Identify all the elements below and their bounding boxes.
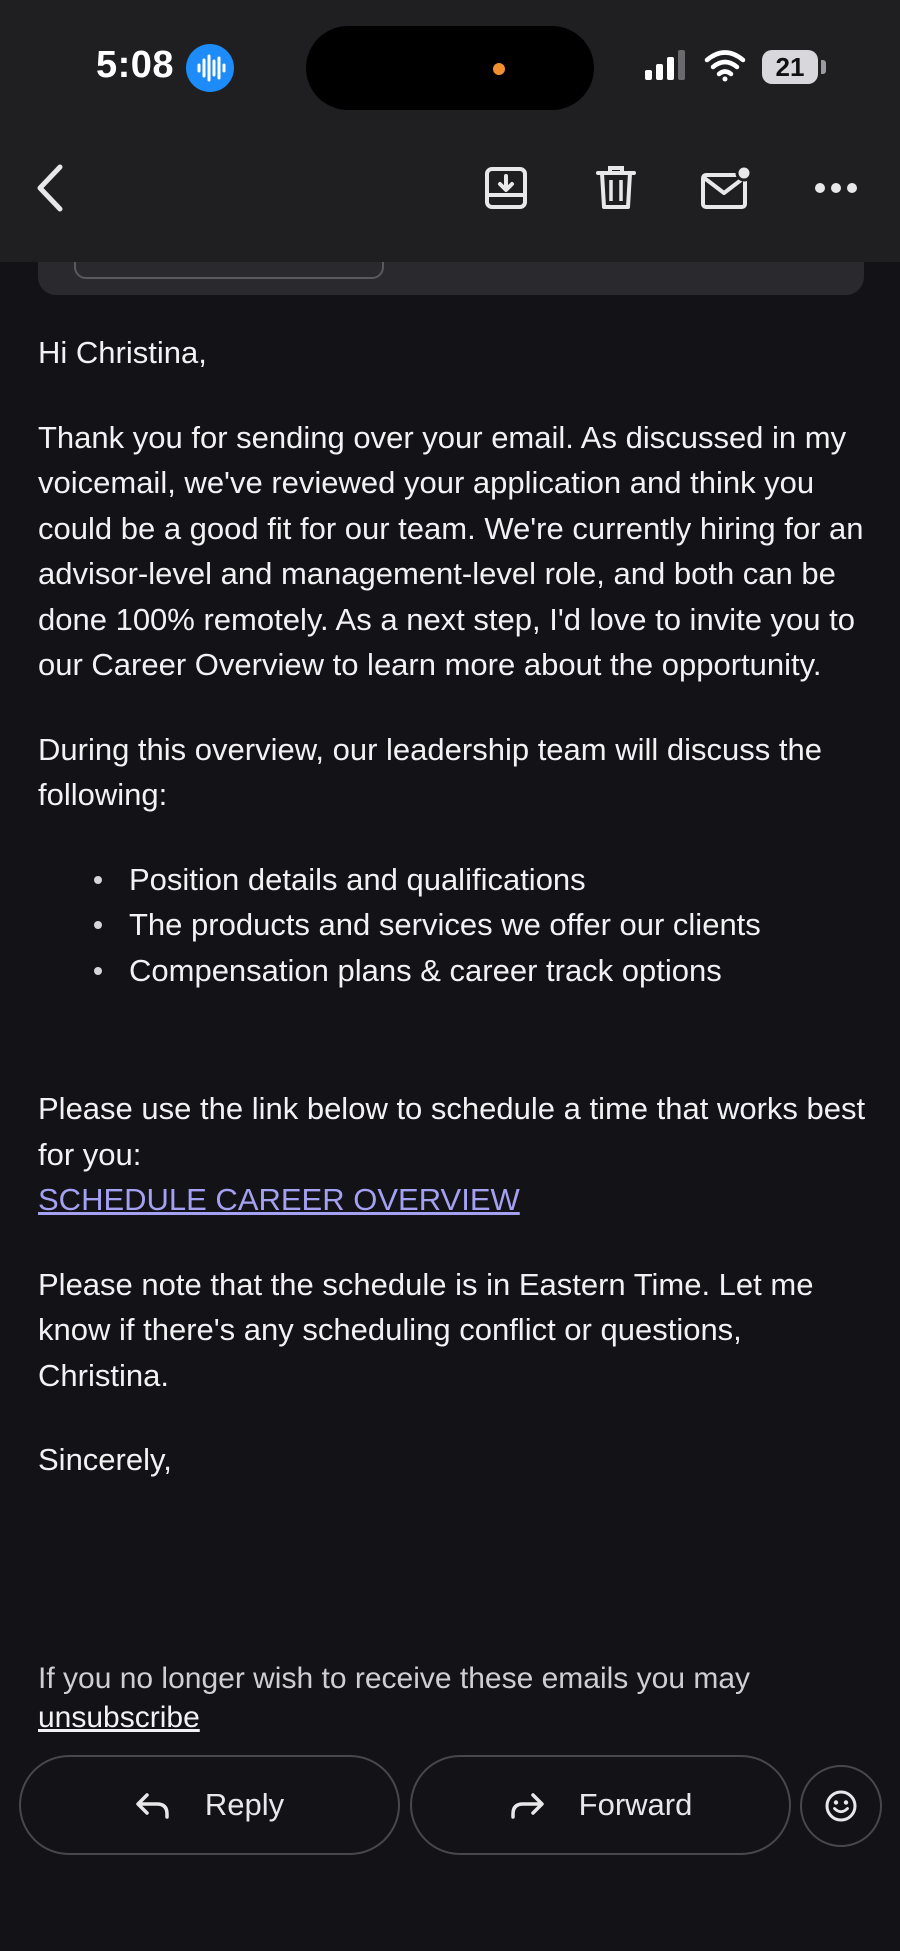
top-app-bar bbox=[0, 0, 900, 262]
reply-label: Reply bbox=[204, 1787, 285, 1822]
email-paragraph-intro: Thank you for sending over your email. As discussed in my voicemail, we've reviewed your application and think you could be a good fit for our team. We're currently hiring for an advisor-level and management-level role, and both can be done 100% remotely. As a next step, I'd love to invite you to our Career Overview to learn more about the opportunity. bbox=[38, 419, 864, 682]
unsubscribe-link[interactable]: unsubscribe bbox=[38, 1701, 200, 1734]
email-paragraph-schedule: Please use the link below to schedule a time that works best for you: bbox=[38, 1091, 866, 1172]
unsubscribe-notice: If you no longer wish to receive these emails you may bbox=[38, 1662, 751, 1695]
chevron-left-icon bbox=[30, 163, 70, 213]
more-horizontal-icon bbox=[814, 182, 858, 194]
battery-icon bbox=[821, 60, 826, 74]
unsubscribe-footer bbox=[38, 1659, 868, 1737]
voice-memo-icon bbox=[186, 44, 234, 92]
list-item: Compensation plans & career track options bbox=[38, 948, 868, 994]
list-item: Position details and qualifications bbox=[38, 857, 868, 903]
emoji-reaction-icon bbox=[824, 1789, 858, 1823]
cellular-signal-icon bbox=[644, 48, 688, 82]
wifi-icon bbox=[704, 48, 746, 82]
mail-unread-icon bbox=[700, 165, 752, 211]
status-time: 5:08 bbox=[96, 44, 175, 86]
emoji-reaction-button[interactable] bbox=[800, 1765, 882, 1847]
forward-button[interactable] bbox=[410, 1755, 791, 1855]
back-button[interactable] bbox=[22, 160, 78, 216]
email-body bbox=[38, 330, 868, 1483]
forward-label: Forward bbox=[578, 1787, 693, 1822]
forward-icon bbox=[509, 1791, 545, 1819]
list-item: The products and services we offer our clients bbox=[38, 902, 868, 948]
archive-button[interactable] bbox=[478, 160, 534, 216]
schedule-career-overview-link[interactable]: SCHEDULE CAREER OVERVIEW bbox=[38, 1182, 520, 1217]
delete-button[interactable] bbox=[588, 160, 644, 216]
email-signoff: Sincerely, bbox=[38, 1442, 172, 1477]
email-paragraph-overview: During this overview, our leadership team will discuss the following: bbox=[38, 731, 822, 812]
archive-icon bbox=[483, 165, 529, 211]
more-options-button[interactable] bbox=[808, 160, 864, 216]
mark-unread-button[interactable] bbox=[698, 160, 754, 216]
email-paragraph-timezone: Please note that the schedule is in Eastern Time. Let me know if there's any scheduling conflict or questions, Christina. bbox=[38, 1266, 814, 1393]
reply-icon bbox=[135, 1791, 171, 1819]
email-greeting: Hi Christina, bbox=[38, 335, 207, 370]
battery-level: 21 bbox=[762, 50, 818, 84]
dynamic-island bbox=[306, 26, 594, 110]
trash-icon bbox=[596, 165, 636, 211]
reply-button[interactable] bbox=[19, 1755, 400, 1855]
overview-topics-list bbox=[38, 857, 868, 994]
privacy-indicator-dot bbox=[493, 63, 505, 75]
